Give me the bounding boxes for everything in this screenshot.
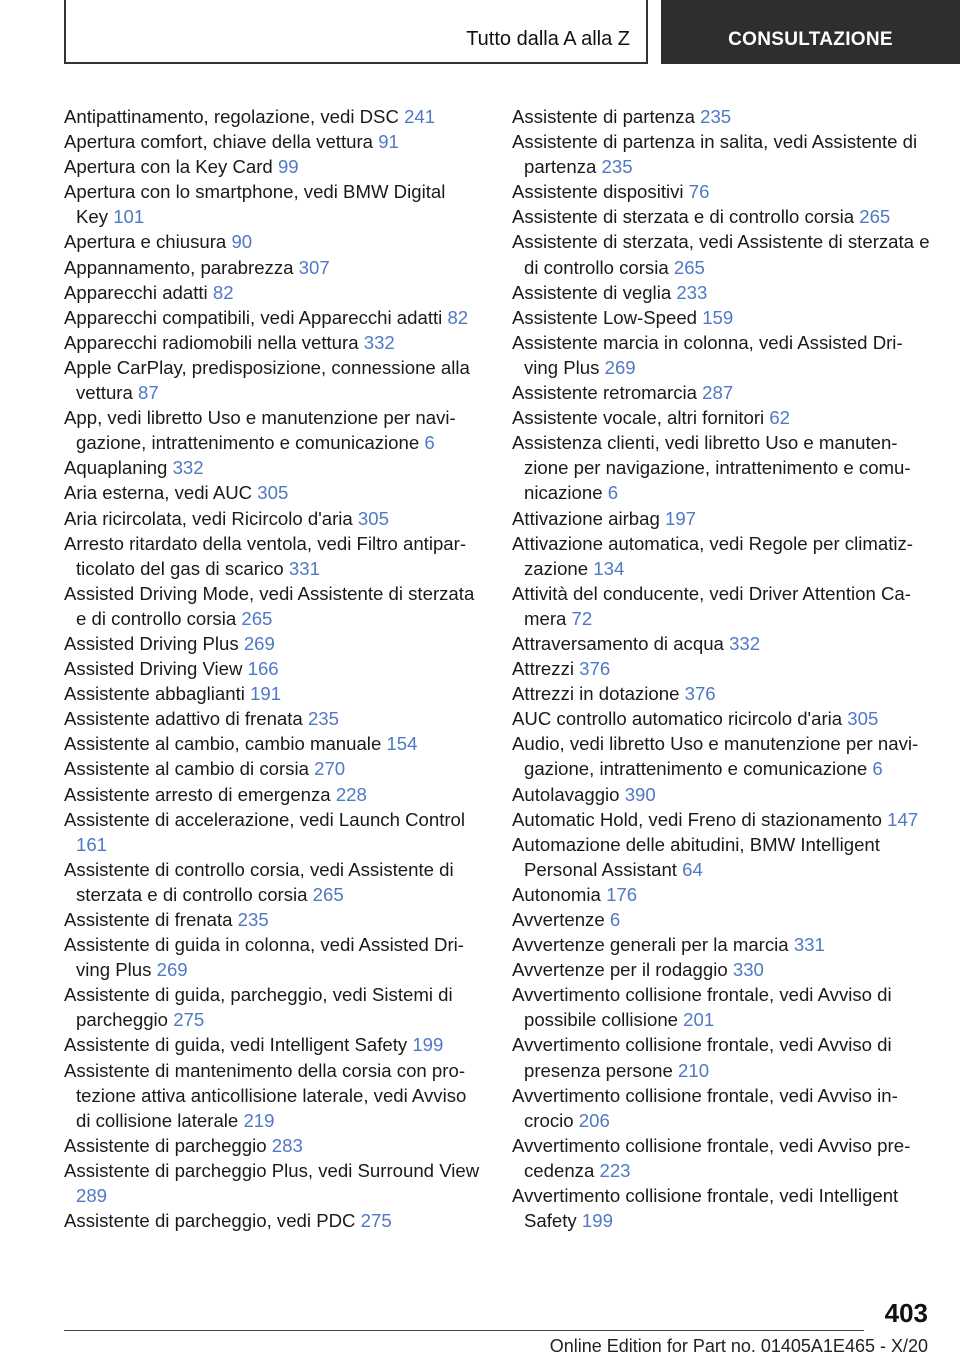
index-entry xyxy=(64,531,480,581)
index-entry-page-link[interactable]: 332 xyxy=(172,457,204,479)
index-entry xyxy=(512,631,930,656)
index-entry xyxy=(512,430,930,505)
index-entry-page-link[interactable]: 228 xyxy=(335,783,367,805)
index-entry xyxy=(64,255,480,280)
index-entry-page-link[interactable]: 159 xyxy=(702,306,734,328)
index-entry-page-link[interactable]: 307 xyxy=(298,256,330,278)
index-entry xyxy=(512,982,930,1032)
index-entry-text: Audio, vedi libretto Uso e manutenzione per navigazione, intrattenimento e comunicazione xyxy=(512,733,919,780)
index-entry-text: Avvertenze xyxy=(512,909,605,930)
index-entry xyxy=(64,907,480,932)
index-entry-text: Assistente vocale, altri fornitori xyxy=(512,407,765,429)
index-entry-page-link[interactable]: 82 xyxy=(447,306,469,328)
index-entry-text: Assistente retromarcia xyxy=(512,382,697,404)
index-entry-text: Aria ricircolata, vedi Ricircolo d'aria xyxy=(64,507,353,529)
index-entry xyxy=(64,681,480,706)
index-column-right xyxy=(512,104,930,1233)
index-entry-page-link[interactable]: 176 xyxy=(606,883,638,905)
index-entry-page-link[interactable]: 235 xyxy=(700,106,732,127)
index-entry xyxy=(64,581,480,631)
index-entry-text: Apparecchi compatibili, vedi Apparecchi adatti xyxy=(64,306,443,328)
index-entry xyxy=(512,1183,930,1233)
index-entry-page-link[interactable]: 199 xyxy=(581,1210,613,1232)
index-entry-page-link[interactable]: 91 xyxy=(378,131,399,153)
index-entry-text: Aria esterna, vedi AUC xyxy=(64,482,253,504)
index-entry-page-link[interactable]: 241 xyxy=(404,106,436,127)
index-entry-page-link[interactable]: 332 xyxy=(729,632,761,654)
index-entry xyxy=(64,1158,480,1208)
index-entry-page-link[interactable]: 305 xyxy=(357,507,389,529)
index-entry-page-link[interactable]: 289 xyxy=(76,1185,108,1207)
index-entry-page-link[interactable]: 235 xyxy=(601,156,633,178)
index-entry-page-link[interactable]: 134 xyxy=(593,557,625,579)
index-entry-page-link[interactable]: 6 xyxy=(424,432,435,454)
index-entry-page-link[interactable]: 154 xyxy=(386,733,418,755)
index-entry-page-link[interactable]: 275 xyxy=(173,1009,205,1031)
index-entry-text: Assisted Driving Mode, vedi Assistente di sterzata e di controllo corsia xyxy=(64,582,475,629)
index-entry xyxy=(64,305,480,330)
index-entry xyxy=(64,1208,480,1233)
index-entry-page-link[interactable]: 101 xyxy=(113,206,145,228)
index-entry-text: Assistente di accelerazione, vedi Launch Control xyxy=(64,808,466,830)
index-entry-text: Autolavaggio xyxy=(512,783,620,805)
index-entry-page-link[interactable]: 87 xyxy=(138,382,159,404)
index-entry-page-link[interactable]: 201 xyxy=(683,1009,715,1031)
index-entry-page-link[interactable]: 376 xyxy=(684,683,716,705)
index-entry-page-link[interactable]: 269 xyxy=(604,356,636,378)
index-entry xyxy=(64,982,480,1032)
index-entry-text: Assistente marcia in colonna, vedi Assisted Driving Plus xyxy=(512,331,903,378)
index-entry-page-link[interactable]: 147 xyxy=(887,808,919,830)
index-entry xyxy=(512,731,930,781)
index-entry-page-link[interactable]: 99 xyxy=(277,156,299,178)
index-entry xyxy=(64,330,480,355)
index-entry-text: Attrezzi xyxy=(512,658,574,680)
page-number: 403 xyxy=(884,1298,928,1328)
index-entry-page-link[interactable]: 206 xyxy=(578,1109,610,1131)
index-entry xyxy=(512,706,930,731)
index-column-left xyxy=(64,104,480,1233)
index-entry xyxy=(512,1032,930,1082)
index-entry xyxy=(64,154,480,179)
index-entry-page-link[interactable]: 199 xyxy=(412,1034,444,1056)
index-entry-text: Apple CarPlay, predisposizione, connessione alla vettura xyxy=(64,356,470,404)
index-entry xyxy=(512,506,930,531)
index-entry xyxy=(512,957,930,982)
index-entry xyxy=(64,129,480,154)
index-entry xyxy=(64,807,480,857)
index-entry-text: Avvertimento collisione frontale, vedi Avviso incrocio xyxy=(512,1084,898,1131)
index-entry xyxy=(64,1058,480,1133)
index-entry xyxy=(512,1133,930,1183)
index-entry-page-link[interactable]: 331 xyxy=(288,557,320,579)
index-entry-page-link[interactable]: 233 xyxy=(676,281,708,303)
index-entry-page-link[interactable]: 161 xyxy=(76,833,108,855)
index-entry xyxy=(512,305,930,330)
index-entry-page-link[interactable]: 265 xyxy=(241,607,273,629)
header-chapter-title: CONSULTAZIONE xyxy=(728,29,893,50)
index-entry xyxy=(512,380,930,405)
index-entry xyxy=(512,681,930,706)
index-entry xyxy=(64,280,480,305)
index-entry-text: Assistente di sterzata, vedi Assistente di sterzata e di controllo corsia xyxy=(512,231,930,278)
index-entry-page-link[interactable]: 275 xyxy=(360,1210,392,1232)
index-entry-text: Avvertenze per il rodaggio xyxy=(512,959,728,981)
index-entry-text: Attivazione automatica, vedi Regole per climatizzazione xyxy=(512,532,913,579)
index-entry-page-link[interactable]: 235 xyxy=(307,708,339,730)
index-entry-text: Aquaplaning xyxy=(64,457,168,479)
index-entry-text: Appannamento, parabrezza xyxy=(64,256,294,278)
index-entry-text: Assistente di partenza in salita, vedi Assistente di partenza xyxy=(512,131,918,178)
index-entry-text: Apertura con la Key Card xyxy=(64,156,273,178)
index-entry xyxy=(512,204,930,229)
index-entry-text: Assistente di controllo corsia, vedi Assistente di sterzata e di controllo corsia xyxy=(64,858,454,905)
index-entry-page-link[interactable]: 330 xyxy=(732,959,764,981)
index-entry-page-link[interactable]: 223 xyxy=(599,1159,631,1181)
footer-edition: Online Edition for Part no. 01405A1E465 - X/20 xyxy=(549,1336,928,1356)
index-entry xyxy=(512,229,930,279)
index-entry-text: Attività del conducente, vedi Driver Attention Camera xyxy=(512,582,911,629)
index-entry xyxy=(512,782,930,807)
header-section-title: Tutto dalla A alla Z xyxy=(466,28,630,50)
index-entry-page-link[interactable]: 6 xyxy=(872,758,883,780)
index-entry-text: Assistente di frenata xyxy=(64,909,233,930)
index-entry xyxy=(64,857,480,907)
header-section-box xyxy=(64,0,648,64)
index-entry-text: Avvertimento collisione frontale, vedi Avviso di presenza persone xyxy=(512,1034,892,1081)
index-entry xyxy=(64,506,480,531)
index-entry-text: Assistente di partenza xyxy=(512,106,695,127)
index-entry xyxy=(64,355,480,405)
index-entry-page-link[interactable]: 6 xyxy=(607,482,619,504)
index-entry-page-link[interactable]: 90 xyxy=(231,231,253,253)
index-entry xyxy=(512,807,930,832)
index-entry-text: Apertura e chiusura xyxy=(64,231,227,253)
index-entry-text: Assistente di parcheggio, vedi PDC xyxy=(64,1210,356,1232)
index-entry-page-link[interactable]: 82 xyxy=(212,281,234,303)
index-entry-text: Attivazione airbag xyxy=(512,507,660,529)
index-entry xyxy=(512,129,930,179)
index-entry-page-link[interactable]: 269 xyxy=(243,632,275,654)
index-entry-text: Assistente di parcheggio xyxy=(64,1134,267,1156)
index-entry-text: Assistente di guida, vedi Intelligent Safety xyxy=(64,1034,408,1056)
index-entry xyxy=(64,631,480,656)
index-entry-text: Arresto ritardato della ventola, vedi Filtro antiparticolato del gas di scarico xyxy=(64,532,467,579)
index-entry-text: Apertura comfort, chiave della vettura xyxy=(64,131,374,153)
index-entry-page-link[interactable]: 64 xyxy=(682,858,703,880)
index-entry-page-link[interactable]: 305 xyxy=(847,708,879,730)
index-entry-text: Avvertenze generali per la marcia xyxy=(512,934,789,956)
index-entry-text: Assistente di parcheggio Plus, vedi Surround View xyxy=(64,1159,480,1181)
index-entry-text: Assistente Low-Speed xyxy=(512,306,698,328)
index-entry-text: App, vedi libretto Uso e manutenzione per navigazione, intrattenimento e comunicazione xyxy=(64,407,456,454)
index-entry-page-link[interactable]: 305 xyxy=(257,482,289,504)
index-entry-text: Attrezzi in dotazione xyxy=(512,683,680,705)
index-entry-text: Avvertimento collisione frontale, vedi Avviso precedenza xyxy=(512,1134,911,1181)
index-entry-text: Assistente abbaglianti xyxy=(64,683,245,705)
index-entry xyxy=(512,405,930,430)
index-entry xyxy=(512,581,930,631)
index-entry-page-link[interactable]: 376 xyxy=(579,658,611,680)
index-entry xyxy=(64,104,480,129)
index-entry-text: Assisted Driving View xyxy=(64,658,243,680)
footer-divider xyxy=(64,1330,864,1331)
index-entry xyxy=(64,1133,480,1158)
index-entry xyxy=(512,330,930,380)
index-entry-text: Assistente di mantenimento della corsia con protezione attiva anticollisione laterale, vedi Avviso di collisione laterale xyxy=(64,1059,467,1131)
index-entry-page-link[interactable]: 210 xyxy=(678,1059,710,1081)
index-entry xyxy=(64,405,480,455)
index-entry-text: Antipattinamento, regolazione, vedi DSC xyxy=(64,106,399,127)
index-entry-text: Assistente arresto di emergenza xyxy=(64,783,331,805)
index-entry xyxy=(512,1083,930,1133)
index-entry xyxy=(64,706,480,731)
index-entry-text: Avvertimento collisione frontale, vedi Avviso di possibile collisione xyxy=(512,984,892,1031)
index-entry xyxy=(64,756,480,781)
index-entry xyxy=(64,731,480,756)
index-entry xyxy=(64,932,480,982)
index-entry-text: Assistente dispositivi xyxy=(512,181,684,203)
index-entry xyxy=(512,832,930,882)
index-entry xyxy=(512,179,930,204)
index-entry-page-link[interactable]: 6 xyxy=(609,909,621,930)
index-entry-text: Assisted Driving Plus xyxy=(64,632,239,654)
header-chapter-box xyxy=(661,0,960,64)
index-entry-text: Autonomia xyxy=(512,883,601,905)
index-entry-page-link[interactable]: 269 xyxy=(156,959,188,981)
index-entry-text: Assistente di guida, parcheggio, vedi Sistemi di parcheggio xyxy=(64,984,453,1031)
index-entry-text: Automazione delle abitudini, BMW Intelligent Personal Assistant xyxy=(512,833,880,880)
index-entry xyxy=(64,782,480,807)
index-entry xyxy=(64,1032,480,1057)
index-entry xyxy=(64,179,480,229)
index-entry xyxy=(64,480,480,505)
index-entry-page-link[interactable]: 219 xyxy=(243,1109,275,1131)
index-entry-text: Apparecchi radiomobili nella vettura xyxy=(64,331,359,353)
index-entry-text: Assistente di veglia xyxy=(512,281,672,303)
index-entry-page-link[interactable]: 235 xyxy=(237,909,269,930)
index-entry-page-link[interactable]: 265 xyxy=(312,883,344,905)
index-entry xyxy=(512,280,930,305)
index-entry-text: Assistente di guida in colonna, vedi Assisted Driving Plus xyxy=(64,934,464,981)
index-entry-text: AUC controllo automatico ricircolo d'aria xyxy=(512,708,843,730)
index-entry-page-link[interactable]: 270 xyxy=(314,758,346,780)
index-entry-page-link[interactable]: 76 xyxy=(688,181,710,203)
index-entry-page-link[interactable]: 332 xyxy=(363,331,395,353)
index-entry xyxy=(512,907,930,932)
index-entry xyxy=(512,932,930,957)
index-entry-page-link[interactable]: 283 xyxy=(271,1134,303,1156)
index-entry-page-link[interactable]: 331 xyxy=(793,934,825,956)
index-entry xyxy=(64,229,480,254)
index-entry-text: Apparecchi adatti xyxy=(64,281,208,303)
index-entry-text: Avvertimento collisione frontale, vedi Intelligent Safety xyxy=(512,1185,899,1232)
index-entry-text: Assistente adattivo di frenata xyxy=(64,708,303,730)
index-entry xyxy=(64,455,480,480)
index-entry-page-link[interactable]: 62 xyxy=(769,407,791,429)
index-entry-text: Assistente al cambio, cambio manuale xyxy=(64,733,382,755)
index-entry xyxy=(512,104,930,129)
index-entry-text: Apertura con lo smartphone, vedi BMW Digital Key xyxy=(64,181,446,228)
index-entry xyxy=(512,656,930,681)
index-entry-page-link[interactable]: 287 xyxy=(702,382,734,404)
index-entry-text: Assistenza clienti, vedi libretto Uso e manutenzione per navigazione, intrattenimento e comunicazione xyxy=(512,432,911,504)
index-entry-page-link[interactable]: 191 xyxy=(250,683,282,705)
index-entry xyxy=(512,882,930,907)
index-entry xyxy=(64,656,480,681)
index-entry-page-link[interactable]: 72 xyxy=(571,607,593,629)
index-entry-text: Assistente al cambio di corsia xyxy=(64,758,309,780)
index-entry-text: Assistente di sterzata e di controllo corsia xyxy=(512,206,855,228)
index-entry-text: Attraversamento di acqua xyxy=(512,632,724,654)
index-entry-page-link[interactable]: 265 xyxy=(673,256,705,278)
index-entry-page-link[interactable]: 166 xyxy=(247,658,279,680)
index-entry-page-link[interactable]: 265 xyxy=(859,206,891,228)
index-entry-text: Automatic Hold, vedi Freno di stazionamento xyxy=(512,808,882,830)
index-entry-page-link[interactable]: 390 xyxy=(624,783,656,805)
index-entry xyxy=(512,531,930,581)
index-entry-page-link[interactable]: 197 xyxy=(664,507,697,529)
